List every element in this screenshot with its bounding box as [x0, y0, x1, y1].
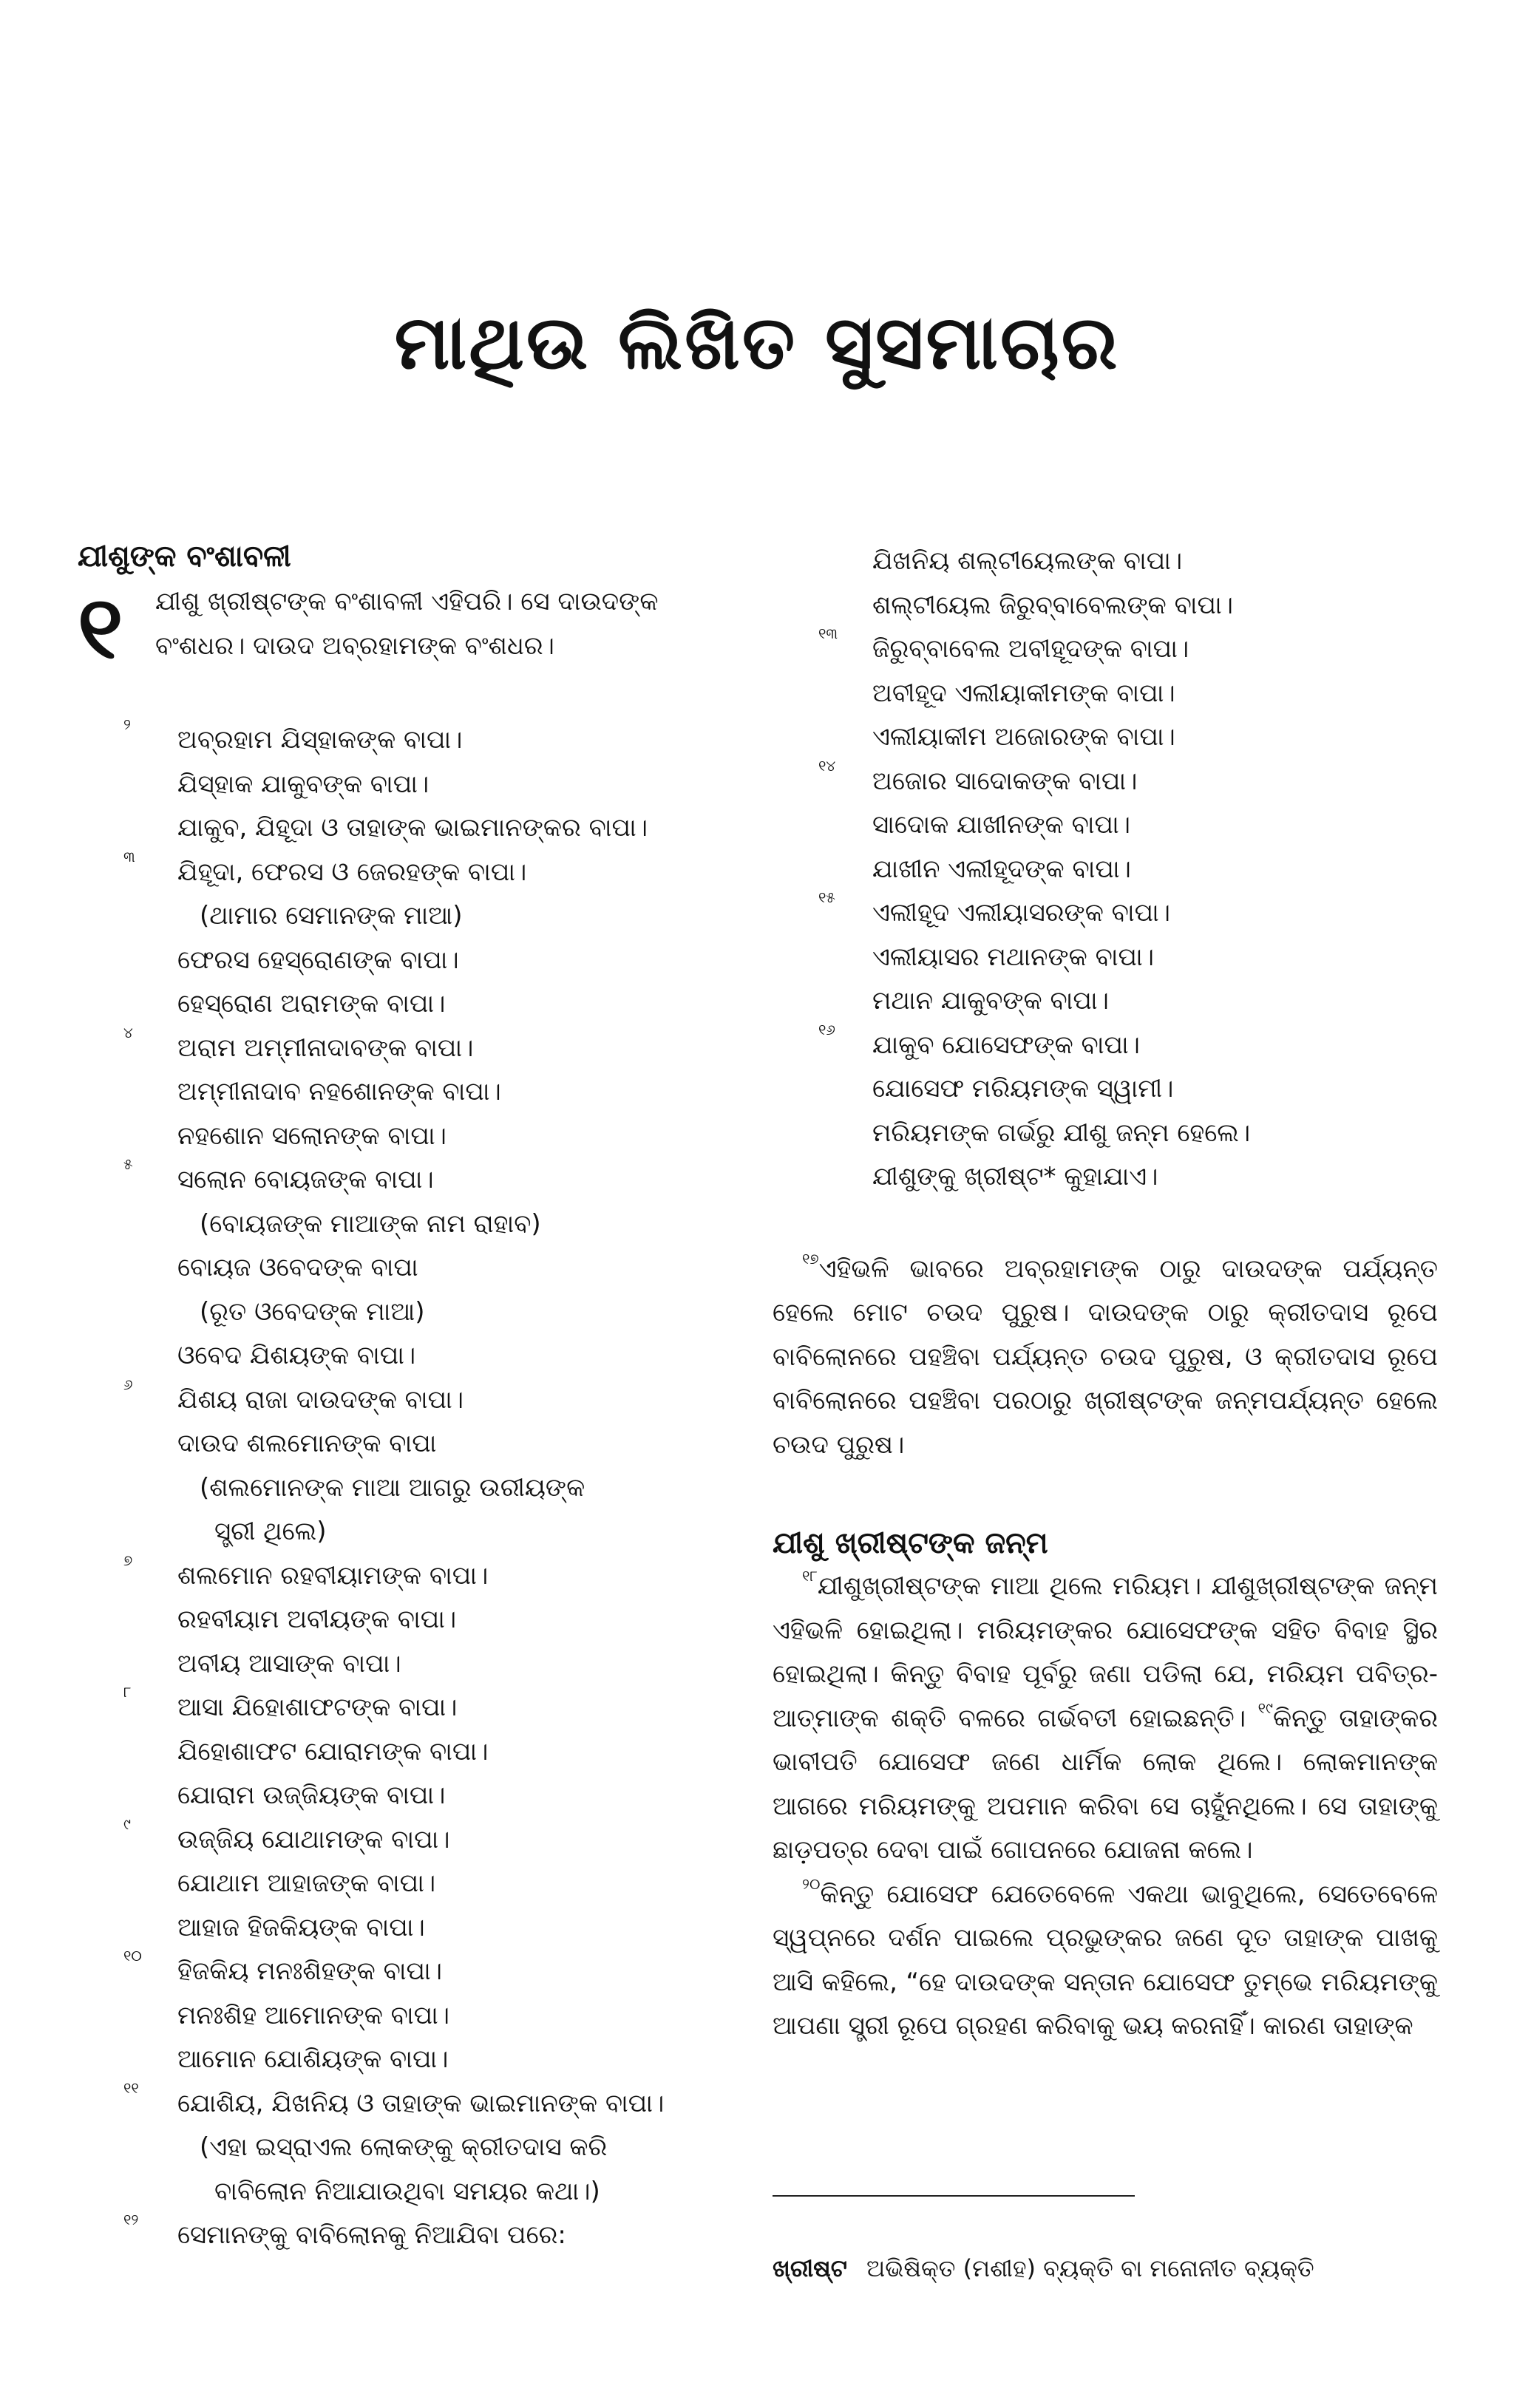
genealogy-line — [773, 979, 1438, 1024]
genealogy-text: ଆସା ଯିହୋଶାଫଟଙ୍କ ବାପା। — [177, 1693, 458, 1722]
left-column — [78, 540, 750, 2258]
genealogy-text: ଯାକୁବ ଯୋସେଫଙ୍କ ବାପା। — [872, 1030, 1140, 1060]
genealogy-line — [78, 1814, 750, 1863]
verse-number: ୭ — [123, 1551, 133, 1569]
genealogy-line — [78, 1862, 750, 1906]
genealogy-text: ଜିରୁବ୍ବାବେଲ ଅବୀହୂଦଙ୍କ ବାପା। — [872, 634, 1189, 664]
verse-number: ୧୬ — [818, 1020, 835, 1038]
genealogy-text: ଯିହୂଦା, ଫେରସ ଓ ଜେରହଙ୍କ ବାପା। — [177, 857, 527, 887]
genealogy-line — [78, 715, 750, 763]
verse-number: ୮ — [123, 1683, 132, 1701]
footnote — [773, 2254, 1314, 2283]
verse-text: କିନ୍ତୁ ଯୋସେଫ ଯେତେବେଳେ ଏକଥା ଭାବୁଥିଲେ, ସେତେବେଳେ ସ୍ୱପ୍ନରେ ଦର୍ଶନ ପାଇଲେ ପ୍ରଭୁଙ୍କର ଜଣେ ଦୂତ ତାହାଙ୍କ ପାଖକୁ ଆସି କହିଲେ, “ହେ ଦାଉଦଙ୍କ ସନ୍ତାନ ଯୋସେଫ ତୁମ୍ଭେ ମରିୟମଙ୍କୁ ଆପଣା ସ୍ତ୍ରୀ ରୂପେ ଗ୍ରହଣ କରିବାକୁ ଭୟ କରନାହିଁ। କାରଣ ତାହାଙ୍କ — [773, 1879, 1438, 2041]
genealogy-text: ମରିୟମଙ୍କ ଗର୍ଭରୁ ଯୀଶୁ ଜନ୍ମ ହେଲେ। — [872, 1118, 1251, 1148]
genealogy-text: ଏଲୀୟାସର ମଥାନଙ୍କ ବାପା। — [872, 942, 1154, 972]
genealogy-text: ଅବୀୟ ଆସାଙ୍କ ବାପା। — [177, 1648, 401, 1679]
verse-text: ଏହିଭଳି ଭାବରେ ଅବ୍ରହାମଙ୍କ ଠାରୁ ଦାଉଦଙ୍କ ପର୍ଯ୍ୟନ୍ତ ହେଲେ ମୋଟ ଚଉଦ ପୁରୁଷ। ଦାଉଦଙ୍କ ଠାରୁ କ୍ରୀତଦାସ ରୂପେ ବାବିଲୋନରେ ପହଞ୍ଚିବା ପର୍ଯ୍ୟନ୍ତ ଚଉଦ ପୁରୁଷ, ଓ କ୍ରୀତଦାସ ରୂପେ ବାବିଲୋନରେ ପହଞ୍ଚିବା ପରଠାରୁ ଖ୍ରୀଷ୍ଟଙ୍କ ଜନ୍ମପର୍ଯ୍ୟନ୍ତ ହେଲେ ଚଉଦ ପୁରୁଷ। — [773, 1254, 1438, 1460]
genealogy-text: ଯାକୁବ, ଯିହୂଦା ଓ ତାହାଙ୍କ ଭାଇମାନଙ୍କର ବାପା। — [177, 813, 648, 843]
genealogy-line — [773, 936, 1438, 980]
verse-20-paragraph — [773, 1873, 1438, 2049]
genealogy-text: ଓବେଦ ଯିଶୟଙ୍କ ବାପା। — [177, 1341, 416, 1370]
genealogy-line — [78, 1642, 750, 1687]
genealogy-text: ରହବୀୟାମ ଅବୀୟଙ୍କ ବାପା। — [177, 1605, 457, 1634]
genealogy-text: ନହଶୋନ ସଲୋନଙ୍କ ବାପା। — [177, 1120, 447, 1151]
verse-text: କିନ୍ତୁ ତାହାଙ୍କର ଭାବୀପତି ଯୋସେଫ ଜଣେ ଧାର୍ମିକ ଲୋକ ଥିଲେ। ଲୋକମାନଙ୍କ ଆଗରେ ମରିୟମଙ୍କୁ ଅପମାନ କରିବା ସେ ଚାହୁଁନଥିଲେ। ସେ ତାହାଙ୍କୁ ଛାଡ଼ପତ୍ର ଦେବା ପାଇଁ ଗୋପନରେ ଯୋଜନା କଲେ। — [773, 1703, 1438, 1865]
genealogy-text: ଆମୋନ ଯୋଶିୟଙ୍କ ବାପା। — [177, 2044, 449, 2074]
genealogy-line — [78, 1023, 750, 1071]
verse-number: ୧୯ — [1257, 1698, 1274, 1717]
chapter-number: ୧ — [78, 577, 123, 678]
genealogy-text: ହେସ୍ରୋଣ ଅରାମଙ୍କ ବାପା। — [177, 989, 446, 1018]
genealogy-text: ଏଲୀୟାକୀମ ଅଜୋରଙ୍କ ବାପା। — [872, 722, 1175, 752]
genealogy-line — [78, 763, 750, 807]
genealogy-line — [78, 1070, 750, 1115]
footnote-text: ଅଭିଷିକ୍ତ (ମଶୀହ) ବ୍ୟକ୍ତି ବା ମନୋନୀତ ବ୍ୟକ୍ତି — [866, 2254, 1314, 2282]
genealogy-line — [773, 627, 1438, 672]
verse-number: ୨ — [123, 715, 131, 733]
genealogy-text: (ଶଲମୋନଙ୍କ ମାଆ ଆଗରୁ ଉରୀୟଙ୍କ — [200, 1472, 585, 1503]
genealogy-line — [78, 1203, 750, 1247]
verse-number: ୧୭ — [802, 1249, 819, 1268]
genealogy-line — [78, 2038, 750, 2082]
genealogy-line — [78, 1730, 750, 1775]
genealogy-text: ମଥାନ ଯାକୁବଙ୍କ ବାପା। — [872, 986, 1109, 1016]
genealogy-line — [78, 1947, 750, 1994]
genealogy-line — [78, 939, 750, 983]
verse-number: ୪ — [123, 1023, 133, 1041]
genealogy-text: ଅରାମ ଅମ୍ମୀନାଦାବଙ୍କ ବାପା। — [177, 1033, 474, 1063]
genealogy-line — [78, 1510, 750, 1554]
genealogy-text: ଅଜୋର ସାଦୋକଙ୍କ ବାପା। — [872, 766, 1138, 796]
genealogy-text: (ରୂତ ଓବେଦଙ୍କ ମାଆ) — [200, 1296, 425, 1327]
verse-number: ୫ — [123, 1155, 133, 1173]
book-title: ମାଥିଉ ଲିଖିତ ସୁସମାଚାର — [394, 299, 1120, 386]
genealogy-text: ଯୀଶୁଙ୍କୁ ଖ୍ରୀଷ୍ଟ* କୁହାଯାଏ। — [872, 1162, 1158, 1191]
genealogy-line — [773, 888, 1438, 936]
genealogy-line — [78, 2170, 750, 2214]
verse-number: ୧୫ — [818, 888, 835, 906]
genealogy-line — [78, 806, 750, 851]
genealogy-line — [773, 1020, 1438, 1068]
verse-number: ୧୦ — [123, 1947, 142, 1965]
genealogy-text: ଅମ୍ମୀନାଦାବ ନହଶୋନଙ୍କ ବାପା। — [177, 1077, 501, 1106]
genealogy-line — [78, 1375, 750, 1423]
genealogy-line — [78, 1551, 750, 1599]
genealogy-line — [78, 1155, 750, 1203]
verse-number: ୧୧ — [123, 2078, 139, 2097]
footnote-divider — [773, 2195, 1135, 2197]
genealogy-line — [773, 584, 1438, 628]
genealogy-text: ଉଜ୍ଜିୟ ଯୋଥାମଙ୍କ ବାପା। — [177, 1824, 450, 1854]
genealogy-line — [773, 1067, 1438, 1112]
verse-number: ୧୮ — [802, 1567, 818, 1585]
genealogy-text: ଯୋଶିୟ, ଯିଖନିୟ ଓ ତାହାଙ୍କ ଭାଇମାନଙ୍କ ବାପା। — [177, 2088, 665, 2118]
genealogy-text: (ବୋୟଜଙ୍କ ମାଆଙ୍କ ନାମ ରାହାବ) — [200, 1208, 541, 1239]
verse-text: ଯୀଶୁଖ୍ରୀଷ୍ଟଙ୍କ ମାଆ ଥିଲେ ମରିୟମ। ଯୀଶୁଖ୍ରୀଷ୍ଟଙ୍କ ଜନ୍ମ ଏହିଭଳି ହୋଇଥିଲା। ମରିୟମଙ୍କର ଯୋସେଫଙ୍କ ସହିତ ବିବାହ ସ୍ଥିର ହୋଇଥିଲା। କିନ୍ତୁ ବିବାହ ପୂର୍ବରୁ ଜଣା ପଡିଲା ଯେ, ମରିୟମ ପବିତ୍ର-ଆତ୍ମାଙ୍କ ଶକ୍ତି ବଳରେ ଗର୍ଭବତୀ ହୋଇଛନ୍ତି। — [773, 1571, 1438, 1733]
genealogy-text: ସେମାନଙ୍କୁ ବାବିଲୋନକୁ ନିଆଯିବା ପରେ: — [177, 2220, 566, 2250]
chapter-opening — [78, 579, 750, 683]
genealogy-line — [773, 756, 1438, 804]
genealogy-line — [773, 715, 1438, 760]
genealogy-line — [773, 1155, 1438, 1200]
genealogy-text: ସ୍ତ୍ରୀ ଥିଲେ) — [214, 1517, 327, 1546]
genealogy-line — [773, 540, 1438, 584]
genealogy-text: ମନଃଶିହ ଆମୋନଙ୍କ ବାପା। — [177, 2000, 450, 2030]
genealogy-list-left — [78, 715, 750, 2258]
genealogy-text: ଯାଖୀନ ଏଲୀହୂଦଙ୍କ ବାପା। — [872, 854, 1131, 884]
genealogy-text: ବୋୟଜ ଓବେଦଙ୍କ ବାପା — [177, 1253, 418, 1282]
genealogy-line — [78, 1598, 750, 1642]
genealogy-text: (ଥାମାର ସେମାନଙ୍କ ମାଆ) — [200, 901, 463, 931]
genealogy-text: ସଲୋନ ବୋୟଜଙ୍କ ବାପା। — [177, 1165, 434, 1194]
verse-number: ୧୩ — [818, 625, 838, 642]
genealogy-line — [78, 2078, 750, 2126]
genealogy-text: ଯିସ୍‌ହାକ ଯାକୁବଙ୍କ ବାପା। — [177, 769, 430, 799]
opening-text: ଯୀଶୁ ଖ୍ରୀଷ୍ଟଙ୍କ ବଂଶାବଳୀ ଏହିପରି। ସେ ଦାଉଦଙ୍କ ବଂଶଧର। ଦାଉଦ ଅବ୍ରହାମଙ୍କ ବଂଶଧର। — [155, 587, 659, 661]
genealogy-text: ଫେରସ ହେସ୍ରୋଣଙ୍କ ବାପା। — [177, 945, 459, 975]
genealogy-line — [773, 672, 1438, 716]
genealogy-line — [78, 847, 750, 895]
genealogy-text: ଦାଉଦ ଶଲମୋନଙ୍କ ବାପା — [177, 1429, 437, 1458]
verse-number: ୩ — [123, 847, 135, 865]
genealogy-text: ଏଲୀହୂଦ ଏଲୀୟାସରଙ୍କ ବାପା। — [872, 898, 1171, 928]
genealogy-line — [78, 1994, 750, 2038]
genealogy-text: ଶଲମୋନ ରହବୀୟାମଙ୍କ ବାପା। — [177, 1560, 489, 1591]
genealogy-text: ଯୋସେଫ ମରିୟମଙ୍କ ସ୍ୱାମୀ। — [872, 1074, 1174, 1103]
genealogy-text: ଆହାଜ ହିଜକିୟଙ୍କ ବାପା। — [177, 1912, 425, 1942]
verse-number: ୨୦ — [802, 1874, 821, 1893]
verse-17-paragraph — [773, 1248, 1438, 1468]
genealogy-list-right — [773, 540, 1438, 1200]
genealogy-text: ଯିଶୟ ରାଜା ଦାଉଦଙ୍କ ବାପା। — [177, 1384, 464, 1415]
genealogy-text: ଯିଖନିୟ ଶଲ୍‌ଟୀୟେଲଙ୍କ ବାପା। — [872, 546, 1183, 576]
genealogy-text: ଶଲ୍‌ଟୀୟେଲ ଜିରୁବ୍ବାବେଲଙ୍କ ବାପା। — [872, 590, 1234, 620]
genealogy-line — [773, 1112, 1438, 1156]
genealogy-text: ହିଜକିୟ ମନଃଶିହଙ୍କ ବାପା। — [177, 1956, 443, 1986]
genealogy-line — [78, 1246, 750, 1290]
verse-number: ୧୨ — [123, 2211, 139, 2228]
genealogy-line — [78, 2126, 750, 2170]
genealogy-line — [78, 1774, 750, 1818]
genealogy-text: ଯିହୋଶାଫଟ ଯୋରାମଙ୍କ ବାପା। — [177, 1736, 489, 1766]
genealogy-text: (ଏହା ଇସ୍ରାଏଲ ଲୋକଙ୍କୁ କ୍ରୀତଦାସ କରି — [200, 2132, 608, 2162]
footnote-term: ଖ୍ରୀଷ୍ଟ — [773, 2254, 847, 2282]
genealogy-text: ଯୋରାମ ଉଜ୍ଜିୟଙ୍କ ବାପା। — [177, 1781, 446, 1810]
verse-number: ୧୪ — [818, 756, 836, 775]
genealogy-line — [773, 803, 1438, 848]
genealogy-line — [78, 2211, 750, 2258]
genealogy-text: ଅବ୍ରହାମ ଯିସ୍‌ହାକଙ୍କ ବାପା। — [177, 725, 463, 755]
verse-number: ୯ — [123, 1814, 131, 1833]
genealogy-text: ଅବୀହୂଦ ଏଲୀୟାକୀମଙ୍କ ବାପା। — [872, 678, 1175, 708]
genealogy-line — [78, 1115, 750, 1159]
genealogy-line — [78, 894, 750, 939]
genealogy-line — [78, 1906, 750, 1950]
genealogy-text: ସାଦୋକ ଯାଖୀନଙ୍କ ବାପା। — [872, 810, 1131, 840]
genealogy-line — [78, 1683, 750, 1730]
section-heading-genealogy: ଯୀଶୁଙ୍କ ବଂଶାବଳୀ — [78, 540, 291, 574]
right-column — [773, 540, 1438, 2049]
genealogy-text: ଯୋଥାମ ଆହାଜଙ୍କ ବାପା। — [177, 1868, 436, 1898]
genealogy-line — [78, 1334, 750, 1378]
genealogy-text: ବାବିଲୋନ ନିଆଯାଉଥିବା ସମୟର କଥା।) — [214, 2176, 600, 2206]
verse-number: ୬ — [123, 1375, 133, 1393]
genealogy-line — [78, 1290, 750, 1335]
genealogy-line — [78, 982, 750, 1027]
section-heading-birth: ଯୀଶୁ ଖ୍ରୀଷ୍ଟଙ୍କ ଜନ୍ମ — [773, 1526, 1048, 1560]
genealogy-line — [78, 1466, 750, 1511]
genealogy-line — [78, 1422, 750, 1466]
genealogy-line — [773, 848, 1438, 892]
verse-18-paragraph — [773, 1565, 1438, 1873]
